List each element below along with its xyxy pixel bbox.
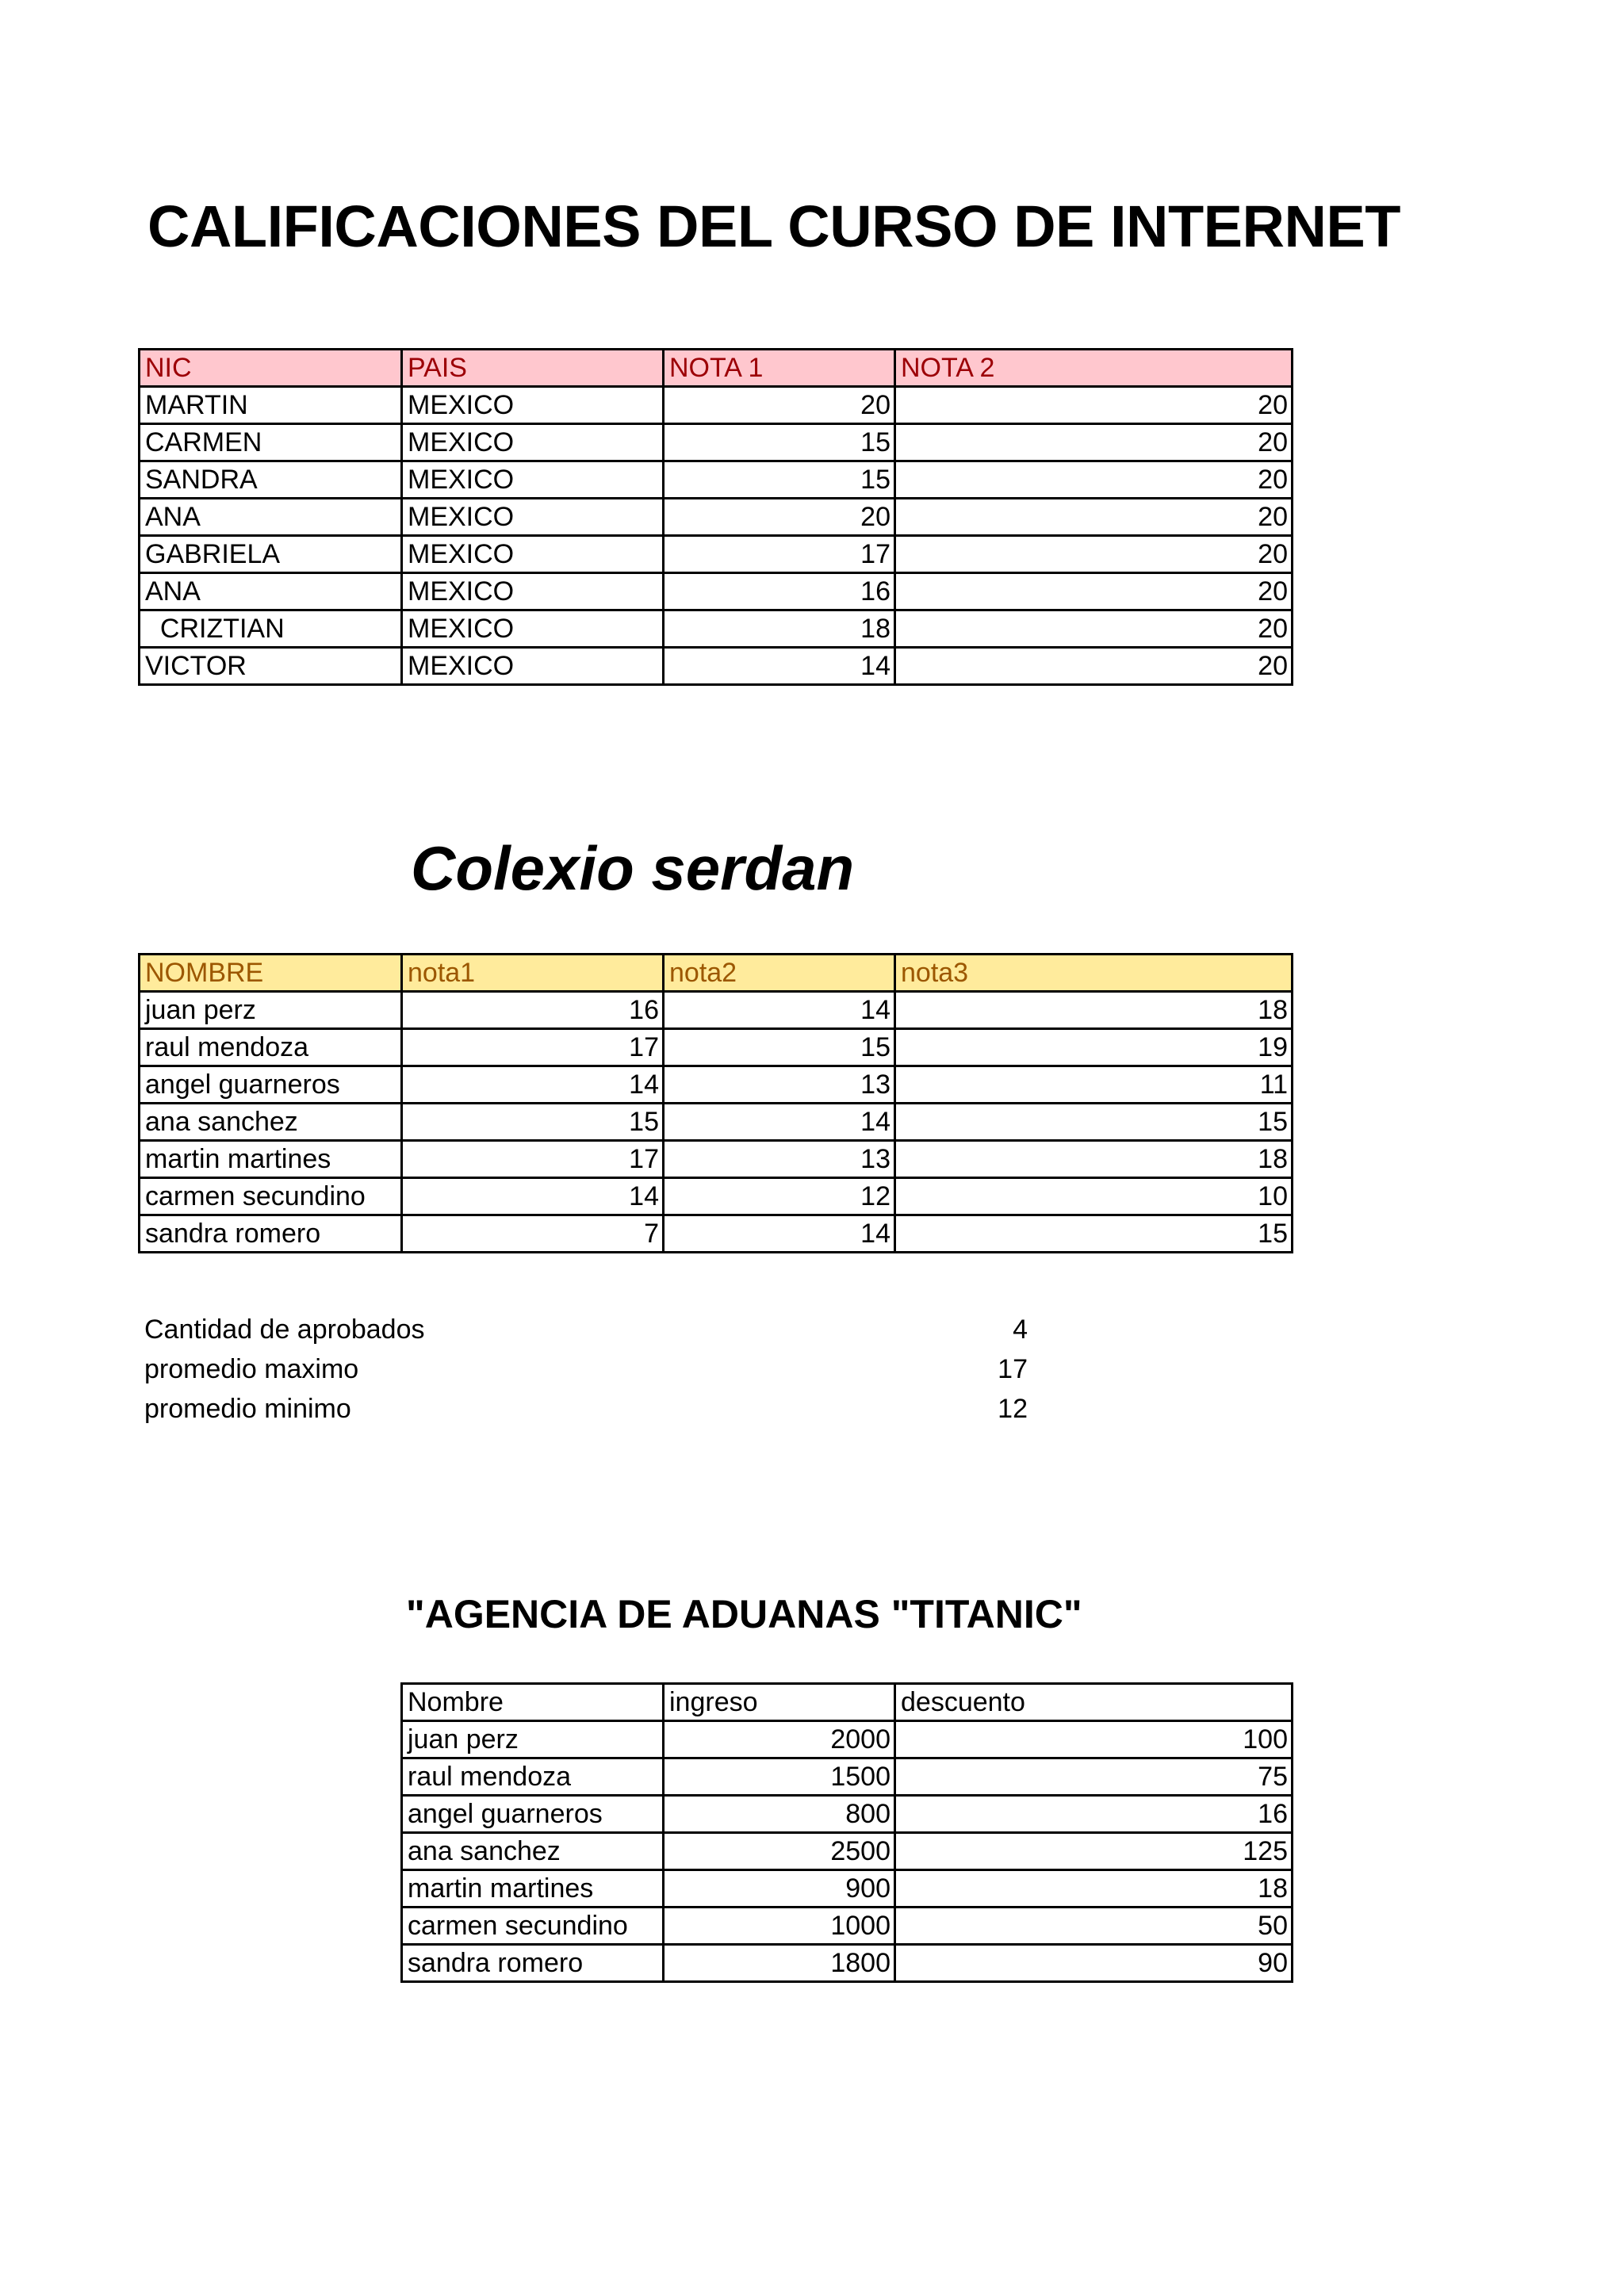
table-cell[interactable]: 14 [402,1178,664,1215]
table-row [140,648,1293,685]
table-row [140,610,1293,648]
table-cell[interactable]: 14 [664,648,895,685]
table-cell[interactable]: 14 [664,992,895,1029]
table-cell[interactable]: 18 [895,1870,1293,1908]
table-row [140,387,1293,424]
table-cell[interactable]: 14 [664,1104,895,1141]
table-cell[interactable]: 1500 [664,1758,895,1796]
table-cell[interactable]: 1800 [664,1945,895,1982]
column-header[interactable]: nota2 [664,955,895,992]
colexio-title: Colexio serdan [411,833,855,903]
table-cell[interactable]: 75 [895,1758,1293,1796]
table-cell[interactable]: 2500 [664,1833,895,1870]
table-cell[interactable]: ANA [140,499,402,536]
table-cell[interactable]: MARTIN [140,387,402,424]
table-cell[interactable]: MEXICO [402,461,664,499]
table-cell[interactable]: 1000 [664,1908,895,1945]
table-cell[interactable]: 13 [664,1066,895,1104]
table-row [140,1215,1293,1253]
table-cell[interactable]: 20 [895,499,1293,536]
table-cell[interactable]: 20 [664,499,895,536]
table-row [402,1758,1293,1796]
table-cell[interactable]: ana sanchez [140,1104,402,1141]
table-cell[interactable]: MEXICO [402,536,664,573]
colexio-grades-table [138,953,1293,1253]
table-cell[interactable]: 20 [895,424,1293,461]
table-row [402,1796,1293,1833]
table-row [140,1104,1293,1141]
stat-value: 17 [998,1354,1028,1384]
table-cell[interactable]: 18 [895,1141,1293,1178]
table-cell[interactable]: 18 [664,610,895,648]
table-row [140,461,1293,499]
column-header[interactable]: descuento [895,1684,1293,1721]
table-header-row [402,1684,1293,1721]
table-cell[interactable]: 18 [895,992,1293,1029]
table-cell[interactable]: 12 [664,1178,895,1215]
stat-label: promedio minimo [144,1394,351,1424]
table-cell[interactable]: 10 [895,1178,1293,1215]
table-cell[interactable]: carmen secundino [402,1908,664,1945]
internet-course-title: CALIFICACIONES DEL CURSO DE INTERNET [147,193,1400,259]
table-cell[interactable]: 125 [895,1833,1293,1870]
table-cell[interactable]: 900 [664,1870,895,1908]
table-header-row [140,350,1293,387]
table-row [140,1029,1293,1066]
table-row [402,1945,1293,1982]
table-cell[interactable]: CRIZTIAN [140,610,402,648]
table-cell[interactable]: 15 [664,424,895,461]
table-cell[interactable]: sandra romero [402,1945,664,1982]
table-cell[interactable]: raul mendoza [402,1758,664,1796]
table-cell[interactable]: 2000 [664,1721,895,1758]
table-row [402,1833,1293,1870]
table-row [140,1178,1293,1215]
table-row [140,1066,1293,1104]
table-cell[interactable]: 20 [895,387,1293,424]
column-header[interactable]: ingreso [664,1684,895,1721]
stat-value: 12 [998,1394,1028,1424]
table-cell[interactable]: VICTOR [140,648,402,685]
table-cell[interactable]: 16 [402,992,664,1029]
table-cell[interactable]: SANDRA [140,461,402,499]
table-cell[interactable]: ANA [140,573,402,610]
column-header[interactable]: NOTA 2 [895,350,1293,387]
table-cell[interactable]: 13 [664,1141,895,1178]
table-cell[interactable]: 20 [895,573,1293,610]
table-cell[interactable]: 17 [664,536,895,573]
table-cell[interactable]: MEXICO [402,648,664,685]
stat-value: 4 [1013,1314,1028,1345]
table-cell[interactable]: 11 [895,1066,1293,1104]
table-cell[interactable]: 100 [895,1721,1293,1758]
table-cell[interactable]: 15 [664,1029,895,1066]
table-cell[interactable]: 20 [895,610,1293,648]
table-row [140,499,1293,536]
table-cell[interactable]: raul mendoza [140,1029,402,1066]
table-cell[interactable]: 50 [895,1908,1293,1945]
column-header[interactable]: nota1 [402,955,664,992]
table-cell[interactable]: 15 [402,1104,664,1141]
column-header[interactable]: PAIS [402,350,664,387]
stat-label: promedio maximo [144,1354,359,1384]
table-row [402,1908,1293,1945]
column-header[interactable]: NIC [140,350,402,387]
table-cell[interactable]: angel guarneros [402,1796,664,1833]
table-cell[interactable]: 800 [664,1796,895,1833]
column-header[interactable]: NOTA 1 [664,350,895,387]
internet-grades-table [138,348,1293,686]
table-cell[interactable]: 20 [664,387,895,424]
table-cell[interactable]: 16 [895,1796,1293,1833]
table-cell[interactable]: martin martines [140,1141,402,1178]
table-cell[interactable]: 17 [402,1029,664,1066]
table-row [140,992,1293,1029]
table-row [140,424,1293,461]
table-cell[interactable]: MEXICO [402,573,664,610]
table-cell[interactable]: GABRIELA [140,536,402,573]
table-row [402,1721,1293,1758]
table-header-row [140,955,1293,992]
table-cell[interactable]: 20 [895,461,1293,499]
table-cell[interactable]: 20 [895,536,1293,573]
table-cell[interactable]: 19 [895,1029,1293,1066]
table-row [140,573,1293,610]
column-header[interactable]: Nombre [402,1684,664,1721]
table-cell[interactable]: 14 [402,1066,664,1104]
table-cell[interactable]: 17 [402,1141,664,1178]
column-header[interactable]: NOMBRE [140,955,402,992]
stat-label: Cantidad de aprobados [144,1314,425,1345]
table-cell[interactable]: juan perz [402,1721,664,1758]
table-cell[interactable]: MEXICO [402,499,664,536]
table-cell[interactable]: 16 [664,573,895,610]
table-cell[interactable]: CARMEN [140,424,402,461]
table-cell[interactable]: 15 [664,461,895,499]
column-header[interactable]: nota3 [895,955,1293,992]
table-cell[interactable]: 7 [402,1215,664,1253]
table-cell[interactable]: angel guarneros [140,1066,402,1104]
table-cell[interactable]: juan perz [140,992,402,1029]
aduanas-income-table [400,1682,1293,1983]
table-cell[interactable]: 14 [664,1215,895,1253]
table-cell[interactable]: 15 [895,1215,1293,1253]
table-row [140,1141,1293,1178]
table-row [140,536,1293,573]
table-row [402,1870,1293,1908]
aduanas-title: "AGENCIA DE ADUANAS "TITANIC" [406,1592,1082,1636]
table-cell[interactable]: MEXICO [402,387,664,424]
table-cell[interactable]: 15 [895,1104,1293,1141]
table-cell[interactable]: MEXICO [402,610,664,648]
table-cell[interactable]: 90 [895,1945,1293,1982]
table-cell[interactable]: carmen secundino [140,1178,402,1215]
table-cell[interactable]: MEXICO [402,424,664,461]
table-cell[interactable]: 20 [895,648,1293,685]
table-cell[interactable]: ana sanchez [402,1833,664,1870]
table-cell[interactable]: martin martines [402,1870,664,1908]
table-cell[interactable]: sandra romero [140,1215,402,1253]
